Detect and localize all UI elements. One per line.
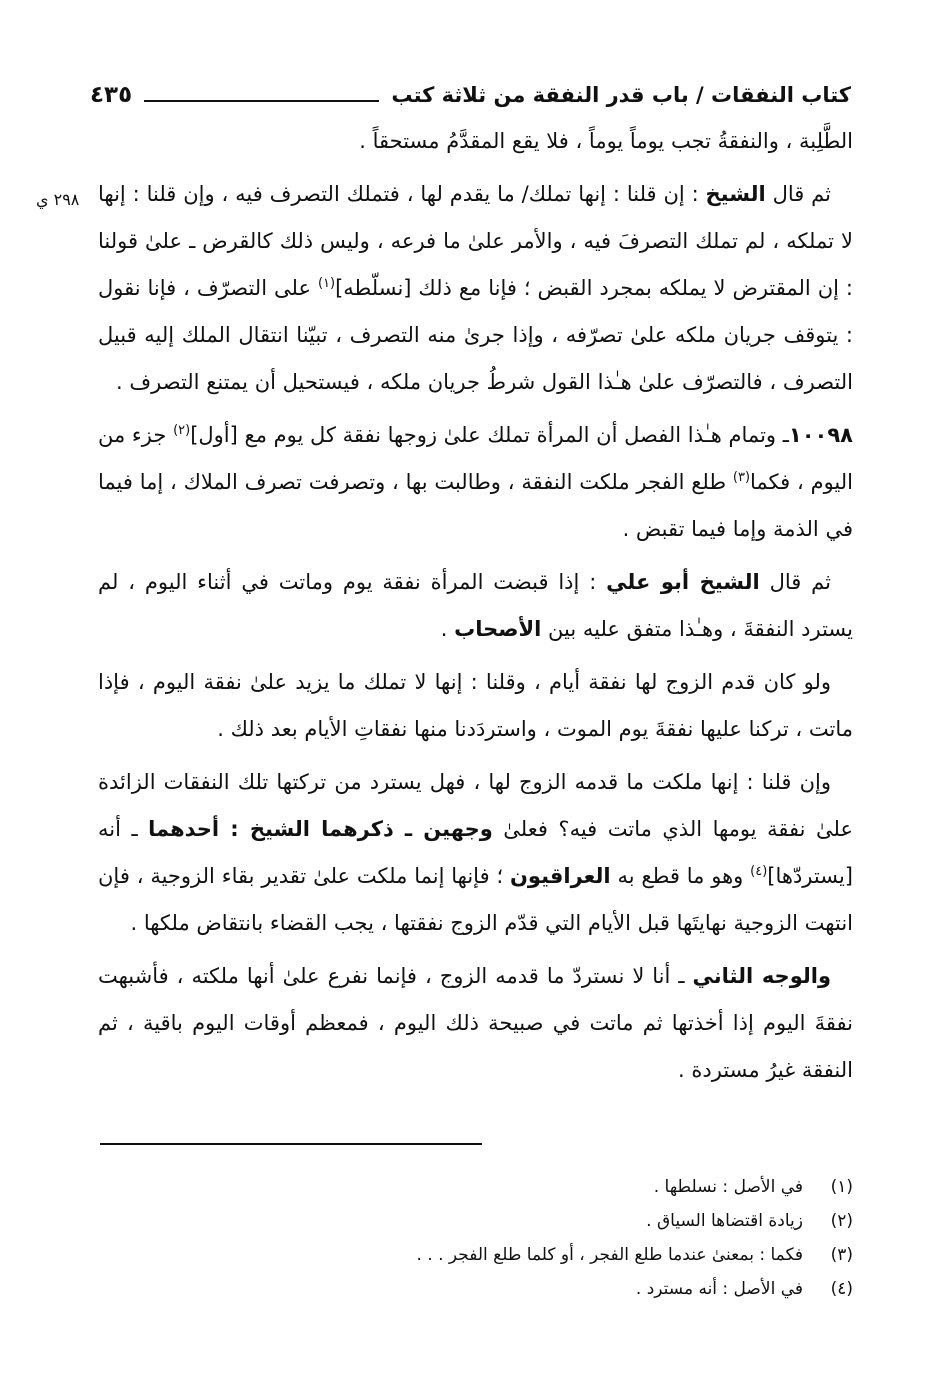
paragraph-6-bold-2: العراقيون	[510, 864, 611, 888]
paragraph-2-text-c: : إن قلنا : إنها تملك/ ما يقدم لها ، فتملك التصرف فيه ، وإن قلنا : إنها لا تملكه ، لم تملك التصرفَ فيه ، والأمر علىٰ ما فرعه ، وليس ذلك كالقرض ـ علىٰ قولنا : إن المقترض لا يملكه بمجرد القبض ؛ فإنا مع ذلك [نسلّطه]	[98, 182, 854, 300]
running-header	[90, 78, 851, 112]
footnote-rule	[100, 1143, 482, 1145]
body-text	[98, 118, 853, 1094]
paragraph-4-bold-2: الأصحاب	[454, 617, 542, 641]
paragraph-3-text-b: جزء من اليوم ، فكما	[98, 423, 853, 494]
footnote-1	[98, 1170, 853, 1204]
paragraph-3	[98, 412, 853, 553]
paragraph-1-text: الطَّلِبة ، والنفقةُ تجب يوماً يوماً ، فلا يقع المقدَّمُ مستحقاً .	[359, 129, 853, 153]
footnote-number: (١)	[830, 1177, 853, 1197]
header-title: كتاب النفقات / باب قدر النفقة من ثلاثة كتب	[391, 83, 851, 107]
footnote-number: (٣)	[830, 1245, 853, 1265]
paragraph-4-bold: الشيخ أبو علي	[606, 570, 760, 594]
paragraph-6	[98, 759, 853, 947]
paragraph-2-text-a: ثم قال	[765, 182, 831, 206]
footnote-4	[98, 1272, 853, 1306]
footnote-ref-1[interactable]: (١)	[317, 276, 336, 291]
footnote-text: زيادة اقتضاها السياق .	[646, 1211, 803, 1231]
paragraph-6-text-a: وإن قلنا : إنها ملكت ما قدمه الزوج لها ، فهل يسترد من تركتها تلك النفقات الزائدة علىٰ نفقة يومها الذي ماتت فيه؟ فعلىٰ	[98, 770, 853, 841]
footnote-number: (٤)	[830, 1279, 853, 1299]
footnote-ref-4[interactable]: (٤)	[750, 864, 768, 879]
paragraph-2	[98, 171, 853, 406]
paragraph-6-text-d: وهو ما قطع به	[610, 864, 751, 888]
paragraph-2-text-d: على التصرّف ، فإنا نقول : يتوقف جريان ملكه علىٰ تصرّفه ، وإذا جرىٰ منه التصرف ، تبيّنا انتقال الملك إليه قبيل التصرف ، فالتصرّف علىٰ هـٰذا القول شرطُ جريان ملكه ، فيستحيل أن يمتنع التصرف .	[98, 276, 853, 394]
paragraph-3-text-c: طلع الفجر ملكت النفقة ، وطالبت بها ، وتصرفت تصرف الملاك ، إما فيما في الذمة وإما فيما تقبض .	[98, 470, 853, 541]
footnote-3	[98, 1238, 853, 1272]
footnote-text: في الأصل : نسلطها .	[653, 1177, 803, 1197]
paragraph-7	[98, 953, 853, 1094]
page-number: ٤٣٥	[90, 82, 133, 108]
footnote-text: في الأصل : أنه مسترد .	[635, 1279, 803, 1299]
paragraph-4	[98, 559, 853, 653]
margin-note: ٢٩٨ ي	[36, 190, 80, 209]
header-rule	[144, 100, 379, 102]
paragraph-2-bold: الشيخ	[705, 182, 766, 206]
footnote-ref-2[interactable]: (٢)	[173, 423, 191, 438]
paragraph-5-text: ولو كان قدم الزوج لها نفقة أيام ، وقلنا : إنها لا تملك ما يزيد علىٰ نفقة اليوم ، فإذا ماتت ، تركنا عليها نفقةَ يوم الموت ، واستردَدنا منها نفقاتِ الأيام بعد ذلك .	[98, 670, 853, 741]
paragraph-6-text-c: ـ أنه [يستردّها]	[98, 817, 853, 888]
footnote-text: فكما : بمعنىٰ عندما طلع الفجر ، أو كلما طلع الفجر . . .	[416, 1245, 803, 1265]
footnotes	[98, 1170, 853, 1306]
paragraph-1	[98, 118, 853, 165]
paragraph-6-bold: وجهين ـ ذكرهما الشيخ : أحدهما	[148, 817, 493, 841]
paragraph-7-text-b: ـ أنا لا نستردّ ما قدمه الزوج ، فإنما نفرع علىٰ أنها ملكته ، فأشبهت نفقةَ اليوم إذا أخذتها ثم ماتت في صبيحة ذلك اليوم ، فمعظم أوقات اليوم باقية ، ثم النفقة غيرُ مستردة .	[98, 964, 853, 1082]
paragraph-3-text-a: ـ وتمام هـٰذا الفصل أن المرأة تملك علىٰ زوجها نفقة كل يوم مع [أول]	[190, 423, 789, 447]
footnote-ref-3[interactable]: (٣)	[732, 470, 751, 485]
footnote-number: (٢)	[830, 1211, 853, 1231]
paragraph-6-text-f: ؛ فإنها إنما ملكت علىٰ تقدير بقاء الزوجية ، فإن انتهت الزوجية نهايتَها قبل الأيام التي قدّم الزوج نفقتها ، يجب القضاء بانتقاض ملكها .	[98, 864, 853, 935]
paragraph-4-text-e: .	[440, 617, 455, 641]
paragraph-number: ١٠٠٩٨	[788, 423, 853, 447]
paragraph-7-bold: والوجه الثاني	[692, 964, 831, 988]
paragraph-5	[98, 659, 853, 753]
footnote-2	[98, 1204, 853, 1238]
paragraph-4-text-c: : إذا قبضت المرأة نفقة يوم وماتت في أثناء اليوم ، لم يسترد النفقةَ ، وهـٰذا متفق عليه بين	[98, 570, 853, 641]
paragraph-4-text-a: ثم قال	[759, 570, 831, 594]
